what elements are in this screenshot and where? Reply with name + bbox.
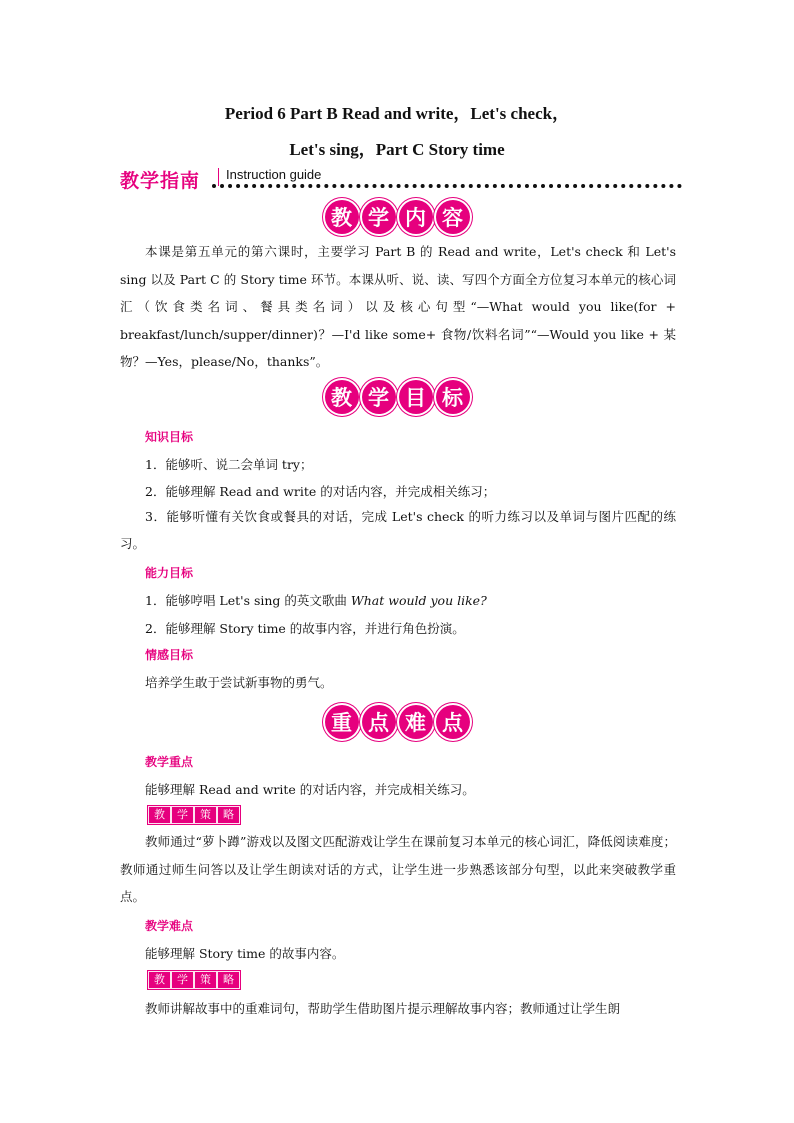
lesson-title-line2: Let's sing，Part C Story time <box>289 140 505 159</box>
song-title: What would you like? <box>350 593 487 608</box>
badge-char: 教 <box>325 380 359 414</box>
ability-item-1-text: 1．能够哼唱 Let's sing 的英文歌曲 <box>145 593 351 608</box>
key-point-heading: 教学重点 <box>145 755 194 769</box>
guide-cn-label: 教学指南 <box>120 170 201 192</box>
ability-heading: 能力目标 <box>145 566 194 580</box>
guide-en-label: Instruction guide <box>226 167 322 182</box>
section-badge-content <box>0 200 794 234</box>
emotion-item: 培养学生敢于尝试新事物的勇气。 <box>145 675 333 690</box>
strategy-tag <box>147 970 241 990</box>
lesson-title-line1: Period 6 Part B Read and write，Let's check， <box>224 104 570 123</box>
knowledge-item-1: 1．能够听、说二会单词 try； <box>145 457 313 472</box>
emotion-heading: 情感目标 <box>145 648 194 662</box>
content-paragraph: 本课是第五单元的第六课时，主要学习 Part B 的 Read and write，Let's check 和 Let's sing 以及 Part C 的 Story time 环节。本课从听、说、读、写四个方面全方位复习本单元的核心词汇（饮食类名词、餐具类名词）以及核心句型“—What would you like(for + breakfast/lunch/supper/dinner)？—I'd like some+ 食物/饮料名词”“—Would you like + 某物？—Yes，please/No，thanks”。 <box>120 244 676 369</box>
section-badge-goals <box>0 380 794 414</box>
difficult-point-heading: 教学难点 <box>145 919 194 933</box>
badge-char: 标 <box>436 380 470 414</box>
instruction-guide-banner <box>120 164 682 190</box>
strategy-char: 学 <box>172 807 193 823</box>
badge-char: 重 <box>325 705 359 739</box>
strategy-char: 学 <box>172 972 193 988</box>
badge-char: 点 <box>436 705 470 739</box>
difficult-point-text: 能够理解 Story time 的故事内容。 <box>145 946 345 961</box>
strategy-char: 略 <box>218 972 239 988</box>
badge-char: 学 <box>362 200 396 234</box>
strategy-char: 略 <box>218 807 239 823</box>
strategy-char: 策 <box>195 972 216 988</box>
ability-item-2: 2．能够理解 Story time 的故事内容，并进行角色扮演。 <box>145 621 465 636</box>
badge-char: 内 <box>399 200 433 234</box>
badge-char: 难 <box>399 705 433 739</box>
strategy-char: 策 <box>195 807 216 823</box>
knowledge-item-3: 3．能够听懂有关饮食或餐具的对话，完成 Let's check 的听力练习以及单词与图片匹配的练习。 <box>120 509 676 551</box>
ability-item-1 <box>120 591 676 609</box>
section-badge-key <box>0 705 794 739</box>
badge-char: 点 <box>362 705 396 739</box>
badge-char: 教 <box>325 200 359 234</box>
difficult-point-strategy-text: 教师讲解故事中的重难词句，帮助学生借助图片提示理解故事内容；教师通过让学生朗 <box>145 1001 621 1016</box>
knowledge-heading: 知识目标 <box>145 430 194 444</box>
strategy-char: 教 <box>149 972 170 988</box>
key-point-strategy-text: 教师通过“萝卜蹲”游戏以及图文匹配游戏让学生在课前复习本单元的核心词汇，降低阅读难度；教师通过师生问答以及让学生朗读对话的方式，让学生进一步熟悉该部分句型，以此来突破教学重点。 <box>120 834 676 904</box>
knowledge-item-2: 2．能够理解 Read and write 的对话内容，并完成相关练习； <box>145 484 496 499</box>
key-point-text: 能够理解 Read and write 的对话内容，并完成相关练习。 <box>145 782 475 797</box>
dotted-rule <box>212 184 682 188</box>
badge-char: 目 <box>399 380 433 414</box>
strategy-tag <box>147 805 241 825</box>
badge-char: 学 <box>362 380 396 414</box>
badge-char: 容 <box>436 200 470 234</box>
strategy-char: 教 <box>149 807 170 823</box>
